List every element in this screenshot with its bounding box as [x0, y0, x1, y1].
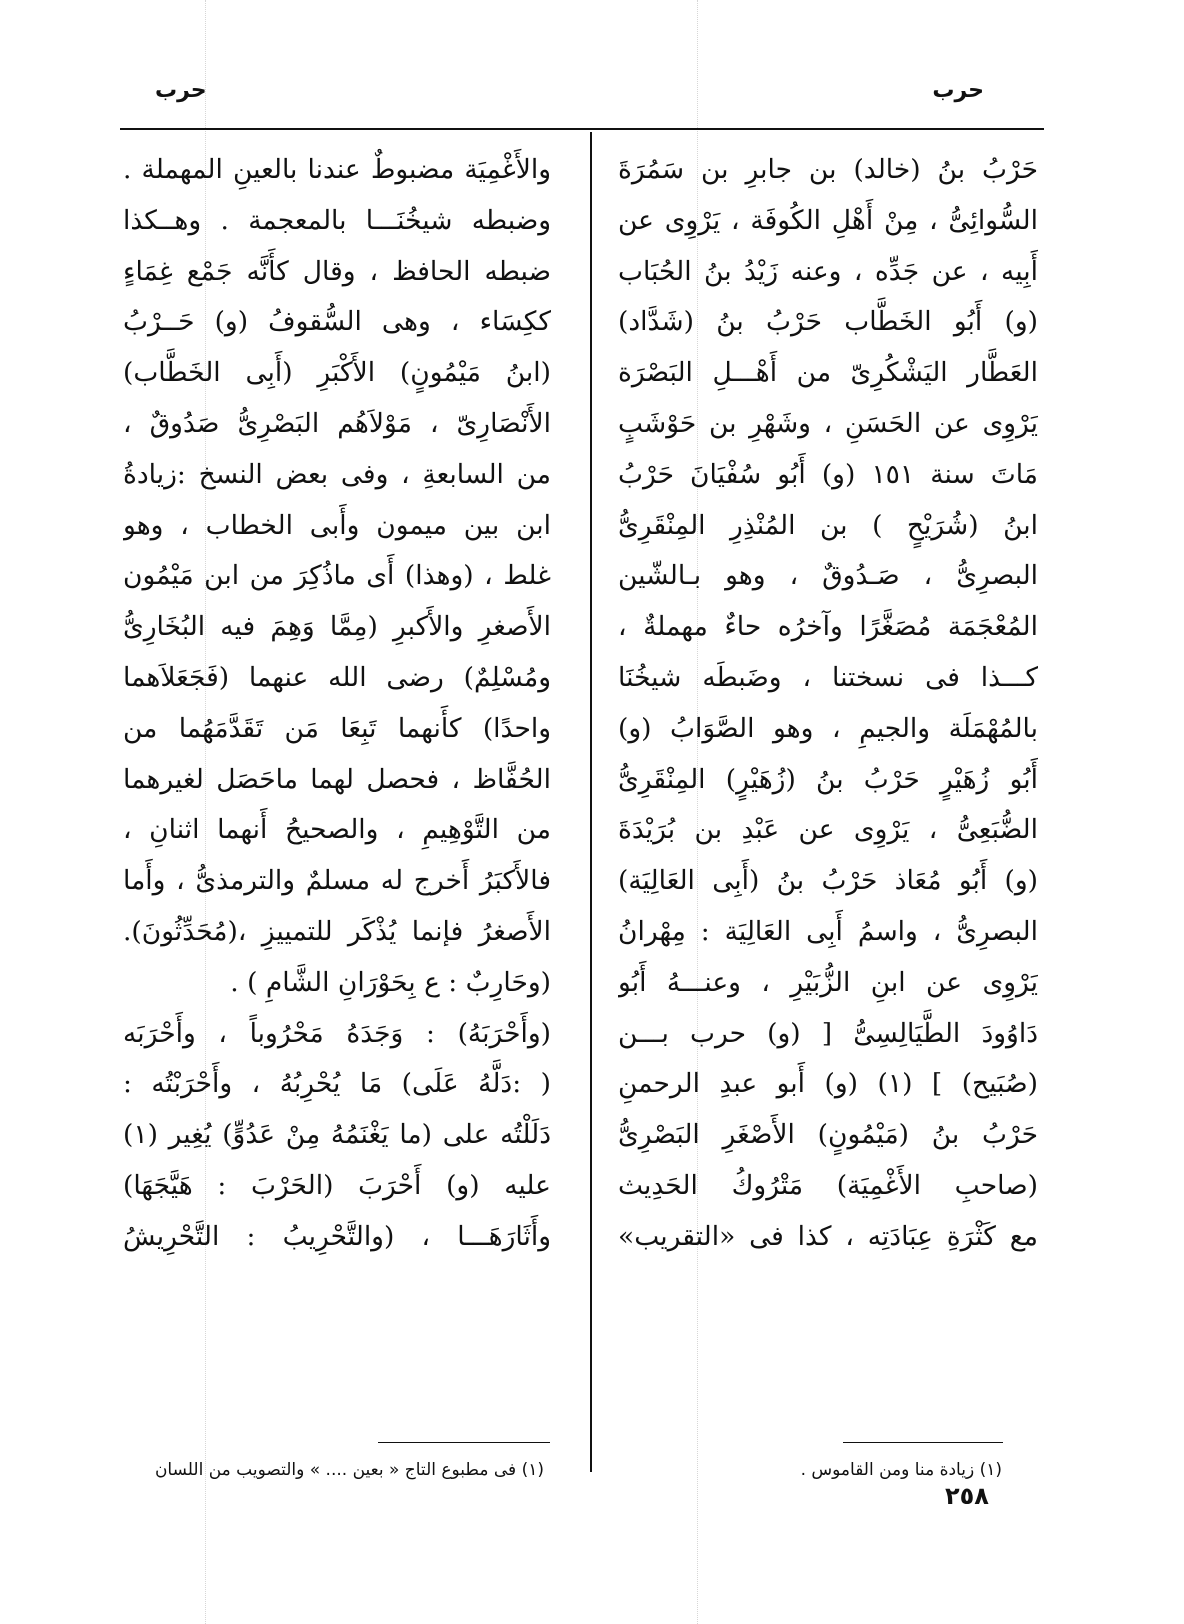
text-line: كـــذا فى نسختنا ، وضَبطَه شيخُنَا	[618, 661, 1038, 693]
text-line: البصرِىُّ ، واسمُ أَبِى العَالِيَة : مِهْرانُ	[618, 915, 1038, 947]
text-line: واحدًا) كأَنهما تَبِعَا مَن تَقَدَّمَهُما من	[123, 712, 551, 744]
text-line: الحُفَّاظ ، فحصل لهما ماحَصَل لغيرهما	[123, 763, 551, 795]
text-line: مَاتَ سنة ١٥١ (و) أَبُو سُفْيَانَ حَرْبُ	[618, 458, 1038, 490]
text-line: حَرْبُ بنُ (خالد) بن جابرِ بن سَمُرَةَ	[618, 154, 1038, 185]
text-line: المُعْجَمَة مُصَغَّرًا وآخرُه حاءٌ مهملةٌ ،	[618, 611, 1038, 643]
text-line: وضبطه شيخُنَـــا بالمعجمة . وهــكذا	[123, 204, 551, 236]
text-line: عليه (و) أَحْرَبَ (الحَرْبَ : هَيَّجَهَا)	[123, 1169, 551, 1201]
text-line: (و) أَبُو الخَطَّاب حَرْبُ بنُ (شَدَّاد)	[618, 306, 1038, 338]
text-line: الأَنْصَارِىّ ، مَوْلاَهُم البَصْرِىُّ صَدُوقٌ ،	[123, 407, 551, 439]
text-line: (صُبَيح) ] (١) (و) أَبو عبدِ الرحمنِ	[618, 1068, 1038, 1100]
text-line: دَاوُودَ الطَّيَالِسِىُّ [ (و) حرب بـــن	[618, 1017, 1038, 1049]
running-head-left: حرب	[155, 78, 207, 103]
text-line: (وحَارِبٌ : ع بِحَوْرَانِ الشَّامِ ) .	[230, 966, 551, 998]
text-line: وأَثَارَهَـــا ، (والتَّحْرِيبُ : التَّحْرِيشُ	[123, 1220, 551, 1252]
text-line: ككِسَاء ، وهى السُّقوفُ (و) حَــرْبُ	[123, 306, 551, 338]
text-line: الأَصغرِ والأَكبرِ (مِمَّا وَهِمَ فيه البُخَارِىُّ	[123, 611, 551, 643]
text-line: البصرِىُّ ، صَـدُوقٌ ، وهو بـالشّين	[618, 560, 1038, 592]
footnote-right: (١) زيادة منا ومن القاموس .	[800, 1460, 1002, 1480]
text-line: ضبطه الحافظ ، وقال كأَنَّه جَمْع غِمَاءٍ	[123, 255, 551, 287]
footnote-rule-right	[843, 1442, 1003, 1443]
text-line: (صاحبِ الأَغْمِيَة) مَتْرُوكُ الحَدِيث	[618, 1169, 1038, 1201]
text-line: مع كَثْرَةِ عِبَادَتِه ، كذا فى «التقريب»	[618, 1220, 1038, 1252]
text-line: ومُسْلِمٌ) رضى الله عنهما (فَجَعَلاَهما	[123, 661, 551, 693]
text-line: فالأَكبَرُ أَخرج له مسلمٌ والترمذىُّ ، وأَما	[123, 865, 551, 897]
right-text-column	[618, 145, 1038, 1263]
running-head-right: حرب	[932, 78, 984, 103]
left-text-column	[123, 145, 551, 1263]
text-line: السُّوائِىُّ ، مِنْ أَهْلِ الكُوفَة ، يَرْوِى عن	[618, 204, 1038, 236]
text-line: (وأَحْرَبَهُ) : وَجَدَهُ مَحْرُوباً ، وأَحْرَبَه	[123, 1017, 551, 1049]
text-line: الأَصغرُ فإنما يُذْكَر للتمييزِ ،(مُحَدِّثُونَ).	[123, 915, 551, 947]
text-line: العَطَّار اليَشْكُرِىّ من أَهْـــلِ البَصْرَة	[618, 357, 1038, 389]
footnote-left: (١) فى مطبوع التاج « بعين .... » والتصويب من اللسان	[154, 1460, 544, 1480]
text-line: بالمُهْمَلَة والجيمِ ، وهو الصَّوَابُ (و)	[618, 712, 1038, 744]
text-line: حَرْبُ بنُ (مَيْمُونٍ) الأَصْغَرِ البَصْرِىُّ	[618, 1119, 1038, 1151]
column-divider	[590, 132, 592, 1472]
text-line: ( :دَلَّهُ عَلَى) مَا يُحْرِبُهُ ، وأَحْرَبْتُه :	[123, 1068, 551, 1100]
page-number: ٢٥٨	[945, 1482, 989, 1510]
text-line: أَبُو زُهَيْرٍ حَرْبُ بنُ (زُهَيْرٍ) المِنْقَرِىُّ	[618, 763, 1038, 795]
text-line: من السابعةِ ، وفى بعض النسخ :زيادةُ	[123, 458, 551, 490]
text-line: يَرْوِى عن ابنِ الزُّبَيْرِ ، وعنـــهُ أَبُو	[618, 966, 1038, 998]
text-line: من التَّوْهِيمِ ، والصحيحُ أَنهما اثنانِ ،	[123, 814, 551, 846]
footnote-rule-left	[378, 1442, 550, 1443]
text-line: الضُّبَعِىُّ ، يَرْوِى عن عَبْدِ بن بُرَيْدَةَ	[618, 814, 1038, 846]
text-line: ابنُ (شُرَيْحٍ ) بن المُنْذِرِ المِنْقَرِىُّ	[618, 509, 1038, 541]
text-line: والأَغْمِيَة مضبوطٌ عندنا بالعينِ المهملة .	[123, 154, 551, 185]
text-line: (ابنُ مَيْمُونٍ) الأَكْبَرِ (أَبِى الخَطَّاب)	[123, 357, 551, 389]
text-line: دَلَلْتُه على (ما يَغْنَمُهُ مِنْ عَدُوٍّ) يُغِير (١)	[123, 1119, 551, 1151]
text-line: غلط ، (وهذا) أَى ماذُكِرَ من ابن مَيْمُون	[123, 560, 551, 592]
text-line: (و) أَبُو مُعَاذ حَرْبُ بنُ (أَبِى العَالِيَة)	[618, 865, 1038, 897]
text-line: أَبِيه ، عن جَدِّه ، وعنه زَيْدُ بنُ الحُبَاب	[618, 255, 1038, 287]
text-line: يَرْوِى عن الحَسَنِ ، وشَهْرِ بن حَوْشَبٍ	[618, 407, 1038, 439]
text-line: ابن بين ميمون وأَبى الخطاب ، وهو	[123, 509, 551, 541]
header-rule	[120, 128, 1044, 130]
